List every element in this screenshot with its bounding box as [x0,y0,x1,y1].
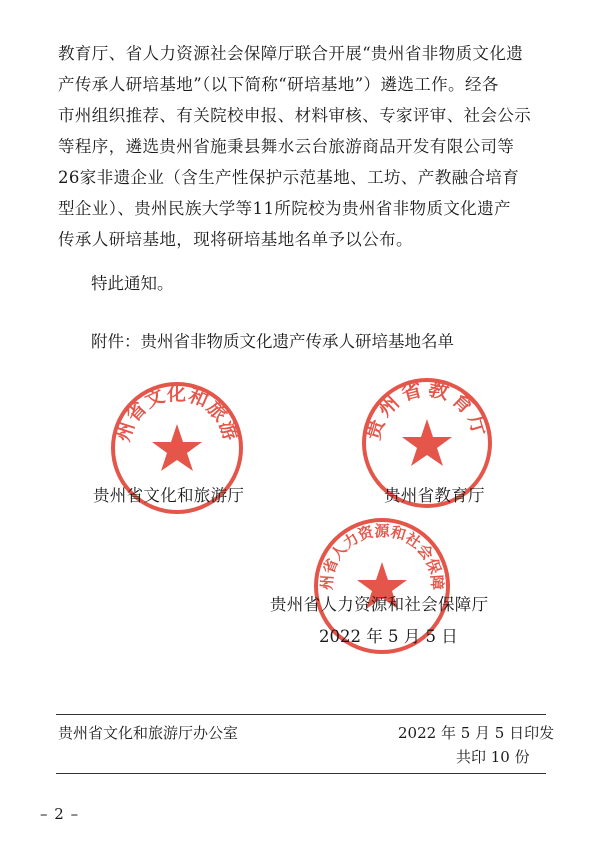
issue-date: 2022 年 5 月 5 日 [319,627,458,646]
notice-text: 特此通知。 [91,274,174,293]
footer-rule-bottom [56,773,546,774]
body-line: 型企业）、贵州民族大学等11所院校为贵州省非物质文化遗产 [58,199,511,218]
body-line: 等程序，遴选贵州省施秉县舞水云台旅游商品开发有限公司等 [58,137,515,156]
body-paragraph [58,38,553,255]
issuer-hr-social-security: 贵州省人力资源和社会保障厅 [270,595,489,614]
footer-copies: 共印 10 份 [456,748,530,766]
body-line: 市州组织推荐、有关院校申报、材料审核、专家评审、社会公示 [58,106,532,125]
footer-print-date: 2022 年 5 月 5 日印发 [398,724,555,742]
svg-text:贵州省人力资源和社会保障厅: 州省人力资源和社会保障 [317,521,447,591]
body-line: 产传承人研培基地”（以下简称“研培基地”）遴选工作。经各 [58,75,499,94]
issuer-education: 贵州省教育厅 [384,486,485,505]
svg-text:贵州省文化和旅游厅: 州省文化和旅游 [112,383,242,445]
body-line: 教育厅、省人力资源社会保障厅联合开展“贵州省非物质文化遗 [58,44,524,63]
page-number: – 2 – [40,805,80,823]
attachment-line: 附件：贵州省非物质文化遗产传承人研培基地名单 [91,332,454,351]
svg-text:贵州省教育厅: 贵州省教育厅 [360,376,494,443]
footer-rule-top [56,714,546,715]
body-line: 传承人研培基地，现将研培基地名单予以公布。 [58,230,413,249]
body-line: 26家非遗企业（含生产性保护示范基地、工坊、产教融合培育 [58,168,520,187]
issuer-culture-tourism: 贵州省文化和旅游厅 [93,486,245,505]
footer-issuing-office: 贵州省文化和旅游厅办公室 [58,724,239,742]
